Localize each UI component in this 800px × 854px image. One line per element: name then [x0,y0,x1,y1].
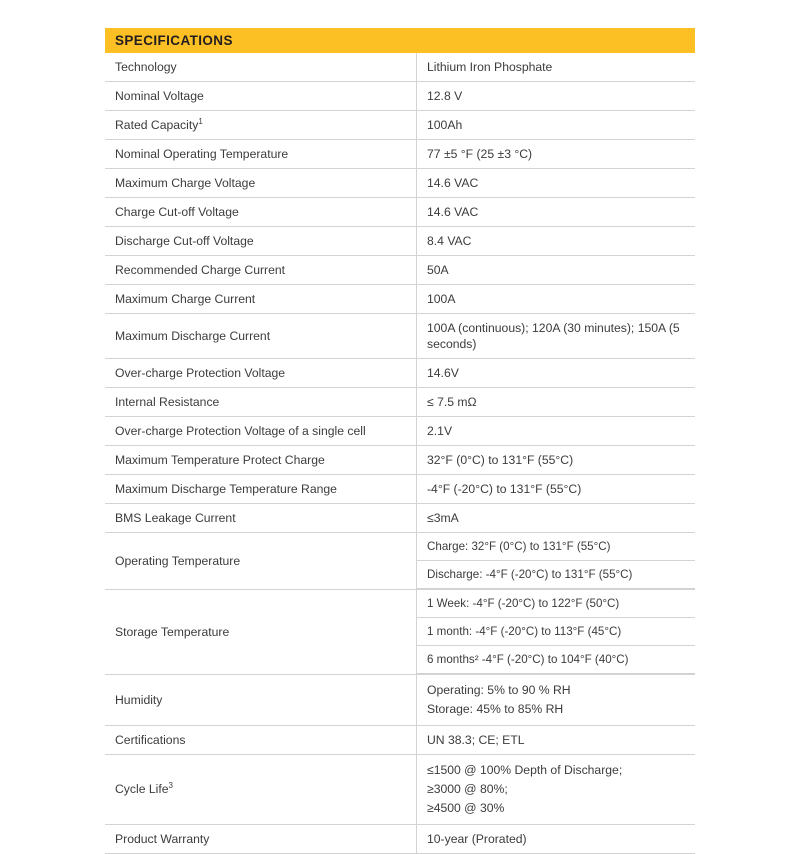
row-value-storage-temperature [417,590,696,675]
table-row [105,198,695,227]
row-value-maximum-discharge-current: 100A (continuous); 120A (30 minutes); 150A (5 seconds) [427,321,680,351]
row-value-maximum-charge-current: 100A [427,292,456,306]
table-row [105,417,695,446]
operating-temperature-charge: Charge: 32°F (0°C) to 131°F (55°C) [417,533,695,561]
table-row [105,675,695,726]
row-value-nominal-voltage: 12.8 V [427,89,463,103]
row-label-cycle-life [105,755,417,825]
row-value-humidity [417,675,696,726]
operating-temperature-sublist [417,533,695,589]
row-value-internal-resistance: ≤ 7.5 mΩ [427,395,477,409]
row-label-over-charge-protection-voltage-single-cell: Over-charge Protection Voltage of a single cell [105,417,417,446]
row-label-technology: Technology [105,53,417,82]
specifications-table [105,53,695,854]
row-label-maximum-discharge-temperature-range: Maximum Discharge Temperature Range [105,475,417,504]
table-row [105,227,695,256]
table-row [105,475,695,504]
row-value-cycle-life [417,755,696,825]
row-value-bms-leakage-current: ≤3mA [427,511,459,525]
table-row [105,825,695,854]
footnote-marker-1: 1 [198,116,203,126]
table-row [105,82,695,111]
row-label-cycle-life-text: Cycle Life [115,782,169,796]
row-value-product-warranty: 10-year (Prorated) [427,832,527,846]
row-label-maximum-charge-current: Maximum Charge Current [105,285,417,314]
table-row [105,256,695,285]
row-label-rated-capacity [105,111,417,140]
row-label-bms-leakage-current: BMS Leakage Current [105,504,417,533]
table-row [105,169,695,198]
row-label-humidity: Humidity [105,675,417,726]
table-row [105,726,695,755]
row-value-maximum-charge-voltage: 14.6 VAC [427,176,479,190]
row-label-product-warranty: Product Warranty [105,825,417,854]
table-row [105,590,695,675]
row-value-discharge-cut-off-voltage: 8.4 VAC [427,234,472,248]
storage-temperature-sublist [417,590,695,674]
row-label-nominal-operating-temperature: Nominal Operating Temperature [105,140,417,169]
list-item [417,618,695,646]
humidity-operating: Operating: 5% to 90 % RH [427,683,571,697]
cycle-life-80-dod: ≥3000 @ 80%; [427,782,508,796]
operating-temperature-discharge: Discharge: -4°F (-20°C) to 131°F (55°C) [427,568,633,581]
list-item [417,590,695,618]
storage-temperature-1-week: 1 Week: -4°F (-20°C) to 122°F (50°C) [417,590,695,618]
footnote-marker-3: 3 [168,780,173,790]
specifications-table-body [105,53,695,854]
row-value-certifications: UN 38.3; CE; ETL [427,733,525,747]
row-label-nominal-voltage: Nominal Voltage [105,82,417,111]
row-value-over-charge-protection-voltage: 14.6V [427,366,459,380]
row-label-recommended-charge-current: Recommended Charge Current [105,256,417,285]
specifications-header [105,28,695,53]
row-value-operating-temperature [417,533,696,590]
row-value-nominal-operating-temperature: 77 ±5 °F (25 ±3 °C) [427,147,533,161]
list-item [417,646,695,674]
row-value-recommended-charge-current: 50A [427,263,449,277]
list-item [417,533,695,561]
storage-temperature-1-month: 1 month: -4°F (-20°C) to 113°F (45°C) [417,618,695,646]
humidity-storage: Storage: 45% to 85% RH [427,702,564,716]
cycle-life-30-dod: ≥4500 @ 30% [427,801,505,815]
row-label-storage-temperature: Storage Temperature [105,590,417,675]
row-label-maximum-charge-voltage: Maximum Charge Voltage [105,169,417,198]
row-value-maximum-discharge-temperature-range: -4°F (-20°C) to 131°F (55°C) [427,482,582,496]
row-label-internal-resistance: Internal Resistance [105,388,417,417]
row-value-over-charge-protection-voltage-single-cell: 2.1V [427,424,453,438]
row-label-over-charge-protection-voltage: Over-charge Protection Voltage [105,359,417,388]
row-label-rated-capacity-text: Rated Capacity [115,117,199,132]
cycle-life-100-dod: ≤1500 @ 100% Depth of Discharge; [427,763,623,777]
table-row [105,755,695,825]
specifications-header-title: SPECIFICATIONS [115,33,233,48]
specifications-sheet [105,28,695,854]
table-row [105,504,695,533]
table-row [105,388,695,417]
row-label-maximum-temperature-protect-charge: Maximum Temperature Protect Charge [105,446,417,475]
table-row [105,285,695,314]
storage-temperature-6-months: 6 months² -4°F (-20°C) to 104°F (40°C) [427,653,629,666]
row-label-charge-cut-off-voltage: Charge Cut-off Voltage [105,198,417,227]
list-item [417,561,695,589]
table-row [105,359,695,388]
row-value-charge-cut-off-voltage: 14.6 VAC [427,205,479,219]
row-label-discharge-cut-off-voltage: Discharge Cut-off Voltage [105,227,417,256]
table-row [105,314,695,359]
table-row [105,111,695,140]
row-label-maximum-discharge-current: Maximum Discharge Current [105,314,417,359]
table-row [105,53,695,82]
row-value-technology: Lithium Iron Phosphate [427,60,553,74]
row-label-certifications: Certifications [105,726,417,755]
row-label-operating-temperature: Operating Temperature [105,533,417,590]
row-value-rated-capacity: 100Ah [427,118,463,132]
row-value-maximum-temperature-protect-charge: 32°F (0°C) to 131°F (55°C) [427,453,574,467]
table-row [105,140,695,169]
table-row [105,446,695,475]
table-row [105,533,695,590]
